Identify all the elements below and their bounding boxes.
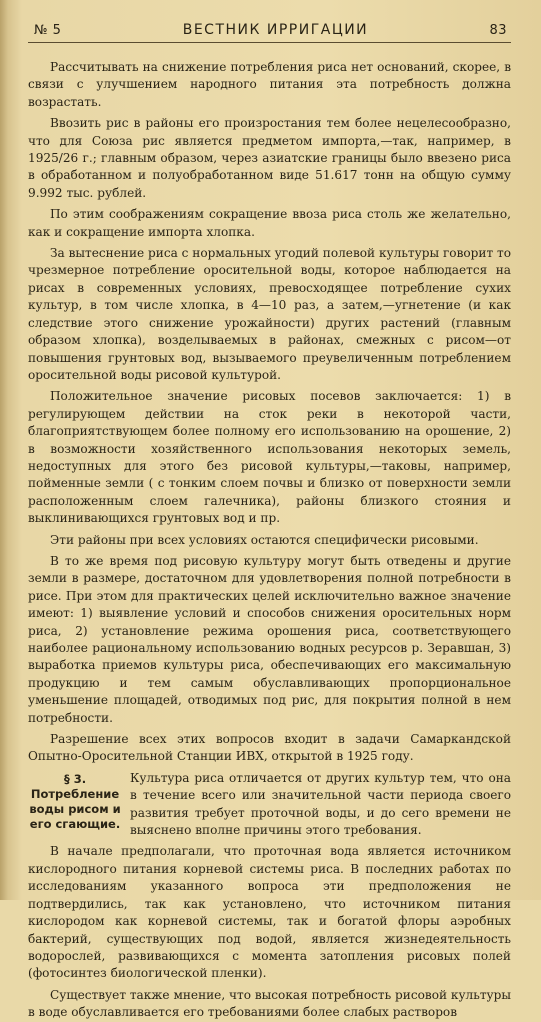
page-number: 83 [489, 23, 507, 38]
paragraph: Рассчитывать на снижение потребления риса нет оснований, скорее, в связи с улучшением народного питания эта потребность должна возрастать. [28, 60, 511, 109]
paragraph: Эти районы при всех условиях остаются специфически рисовыми. [50, 532, 479, 547]
article-body [28, 59, 511, 1022]
paragraph: Ввозить рис в районы его произростания тем более нецелесообразно, что для Союза рис является предметом импорта,—так, например, в 1925/26 г.; главным образом, через азиатские границы было ввезено риса в обработанном и полуобработанном виде 51.617 тонн на общую сумму 9.992 тыс. рублей. [28, 116, 511, 200]
paragraph: Существует также мнение, что высокая потребность рисовой культуры в воде обуславливается его требованиями более слабых растворов [28, 987, 511, 1020]
section-3 [28, 770, 511, 840]
journal-title: ВЕСТНИК ИРРИГАЦИИ [182, 22, 369, 38]
paragraph: По этим соображениям сокращение ввоза риса столь же желательно, как и сокращение импорта хлопка. [28, 207, 511, 239]
section-intro: Культура риса отличается от других культур тем, что она в течение всего или значительной части периода своего развития требует проточной воды, и до сего времени не выяснено вполне причины этого требования. [130, 770, 511, 838]
running-header [28, 22, 511, 43]
paragraph: Разрешение всех этих вопросов входит в задачи Самаркандской Опытно-Оросительной Станции ИВХ, открытой в 1925 году. [28, 732, 511, 764]
issue-number: № 5 [34, 23, 62, 38]
paragraph: За вытеснение риса с нормальных угодий полевой культуры говорит то чрезмерное потребление оросительной воды, которое наблюдается на рисах в современных условиях, превосходящее потребление сухих культур, в том числе хлопка, в 4—10 раз, а затем,—угнетение (и как следствие этого снижение урожайности) других растений (главным образом хлопка), возделываемых в районах, смежных с рисом—от повышения грунтовых вод, вызываемого преувеличенным потреблением оросительной воды рисовой культурой. [28, 246, 511, 382]
paragraph: В то же время под рисовую культуру могут быть отведены и другие земли в размере, достаточном для удовлетворения полной потребности в рисе. При этом для практических целей исключительно важное значение имеют: 1) выявление условий и способов снижения оросительных норм риса, 2) установление режима орошения риса, соответствующего наиболее рациональному использованию водных ресурсов р. Зеравшан, 3) выработка приемов культуры риса, обеспечивающих его максимальную продукцию и тем самым обуславливающих пропорциональное уменьшение площадей, отводимых под рис, для покрытия полной в нем потребности. [28, 553, 511, 725]
section-heading: § 3. Потребление воды рисом и его сгающие. [29, 771, 121, 831]
paragraph: Положительное значение рисовых посевов заключается: 1) в регулирующем действии на сток реки в некоторой части, благоприятствующем более полному его использованию на орошение, 2) в возможности хозяйственного использования некоторых земель, недоступных для этого без рисовой культуры,—таковы, например, пойменные земли ( с тонким слоем почвы и близко от поверхности земли расположенным слоем галечника), районы близкого стояния и выклинивающихся грунтовых вод и пр. [28, 389, 511, 526]
paragraph: В начале предполагали, что проточная вода является источником кислородного питания корневой системы риса. В последних работах по исследованиям указанного вопроса эти предположения не подтвердились, так как установлено, что источником питания кислородом как корневой системы, так и богатой флоры аэробных бактерий, существующих под водой, является жизнедеятельность водорослей, развивающихся с момента затопления рисовых полей (фотосинтез биологической пленки). [28, 844, 511, 981]
